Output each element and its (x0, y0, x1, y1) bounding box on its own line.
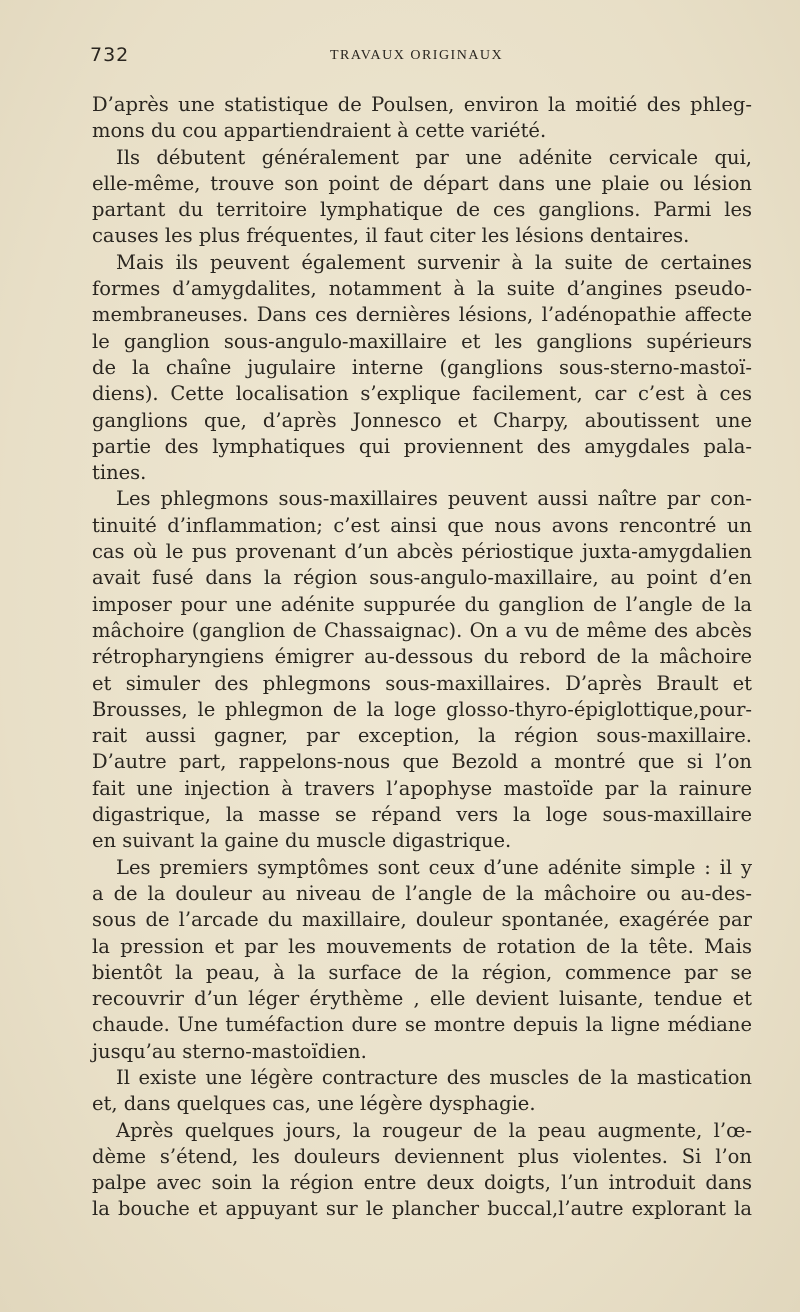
text-line: D’après une statistique de Poulsen, environ la moitié des phleg- (92, 93, 752, 116)
text-line: palpe avec soin la région entre deux doigts, l’un introduit dans (92, 1171, 752, 1195)
text-line: Il existe une légère contracture des muscles de la mastication (116, 1065, 752, 1089)
text-line: formes d’amygdalites, notamment à la suite d’angines pseudo- (92, 277, 752, 301)
text-line: mâchoire (ganglion de Chassaignac). On a vu de même des abcès (92, 618, 752, 642)
text-line: membraneuses. Dans ces dernières lésions, l’adénopathie affecte (92, 303, 752, 327)
text-line: tinuité d’inflammation; c’est ainsi que nous avons rencontré un (92, 513, 752, 537)
text-line: Les phlegmons sous-maxillaires peuvent aussi naître par con- (116, 487, 752, 511)
text-line: rait aussi gagner, par exception, la région sous-maxillaire. (92, 724, 752, 748)
text-line: la bouche et appuyant sur le plancher buccal,l’autre explorant la (92, 1197, 752, 1221)
text-line: bientôt la peau, à la surface de la région, commence par se (92, 960, 752, 984)
text-line: Mais ils peuvent également survenir à la suite de certaines (116, 250, 752, 274)
text-line: en suivant la gaine du muscle digastrique. (92, 829, 512, 853)
text-line: Après quelques jours, la rougeur de la peau augmente, l’œ- (116, 1118, 752, 1142)
text-line: mons du cou appartiendraient à cette variété. (92, 119, 547, 143)
text-line: imposer pour une adénite suppurée du ganglion de l’angle de la (92, 592, 752, 616)
text-line: diens). Cette localisation s’explique facilement, car c’est à ces (92, 382, 752, 406)
running-title: TRAVAUX ORIGINAUX (330, 48, 504, 63)
text-line: ganglions que, d’après Jonnesco et Charpy, aboutissent une (92, 408, 752, 432)
text-line: a de la douleur au niveau de l’angle de la mâchoire ou au-des- (92, 881, 752, 905)
text-line: D’autre part, rappelons-nous que Bezold a montré que si l’on (92, 750, 752, 774)
text-line: de la chaîne jugulaire interne (ganglions sous-sterno-mastoï- (92, 355, 752, 379)
text-line: digastrique, la masse se répand vers la loge sous-maxillaire (92, 803, 752, 827)
body-text (92, 92, 752, 1223)
text-line: elle-même, trouve son point de départ dans une plaie ou lésion (92, 171, 752, 195)
text-line: recouvrir d’un léger érythème , elle devient luisante, tendue et (92, 987, 752, 1011)
text-line: jusqu’au sterno-mastoïdien. (92, 1039, 367, 1063)
text-line: dème s’étend, les douleurs deviennent plus violentes. Si l’on (92, 1144, 752, 1168)
text-line: rétropharyngiens émigrer au-dessous du rebord de la mâchoire (92, 645, 752, 669)
text-line: chaude. Une tuméfaction dure se montre depuis la ligne médiane (92, 1013, 752, 1037)
text-line: Les premiers symptômes sont ceux d’une adénite simple : il y (116, 855, 752, 879)
text-line: sous de l’arcade du maxillaire, douleur spontanée, exagérée par (92, 908, 752, 932)
text-line: la pression et par les mouvements de rotation de la tête. Mais (92, 934, 752, 958)
page-header (90, 44, 750, 74)
text-line: partie des lymphatiques qui proviennent des amygdales pala- (92, 434, 752, 458)
text-line: causes les plus fréquentes, il faut citer les lésions dentaires. (92, 224, 690, 248)
text-line: Brousses, le phlegmon de la loge glosso-thyro-épiglottique,pour- (92, 697, 752, 721)
text-line: cas où le pus provenant d’un abcès périostique juxta-amygdalien (92, 540, 752, 564)
text-line: et, dans quelques cas, une légère dysphagie. (92, 1092, 536, 1116)
text-line: avait fusé dans la région sous-angulo-maxillaire, au point d’en (92, 566, 752, 590)
text-line: partant du territoire lymphatique de ces ganglions. Parmi les (92, 198, 752, 222)
text-line: Ils débutent généralement par une adénite cervicale qui, (116, 145, 752, 169)
page-number: 732 (90, 44, 130, 66)
text-line: le ganglion sous-angulo-maxillaire et les ganglions supérieurs (92, 329, 752, 353)
text-line: et simuler des phlegmons sous-maxillaires. D’après Brault et (92, 671, 752, 695)
text-line: fait une injection à travers l’apophyse mastoïde par la rainure (92, 776, 752, 800)
text-line: tines. (92, 461, 147, 485)
